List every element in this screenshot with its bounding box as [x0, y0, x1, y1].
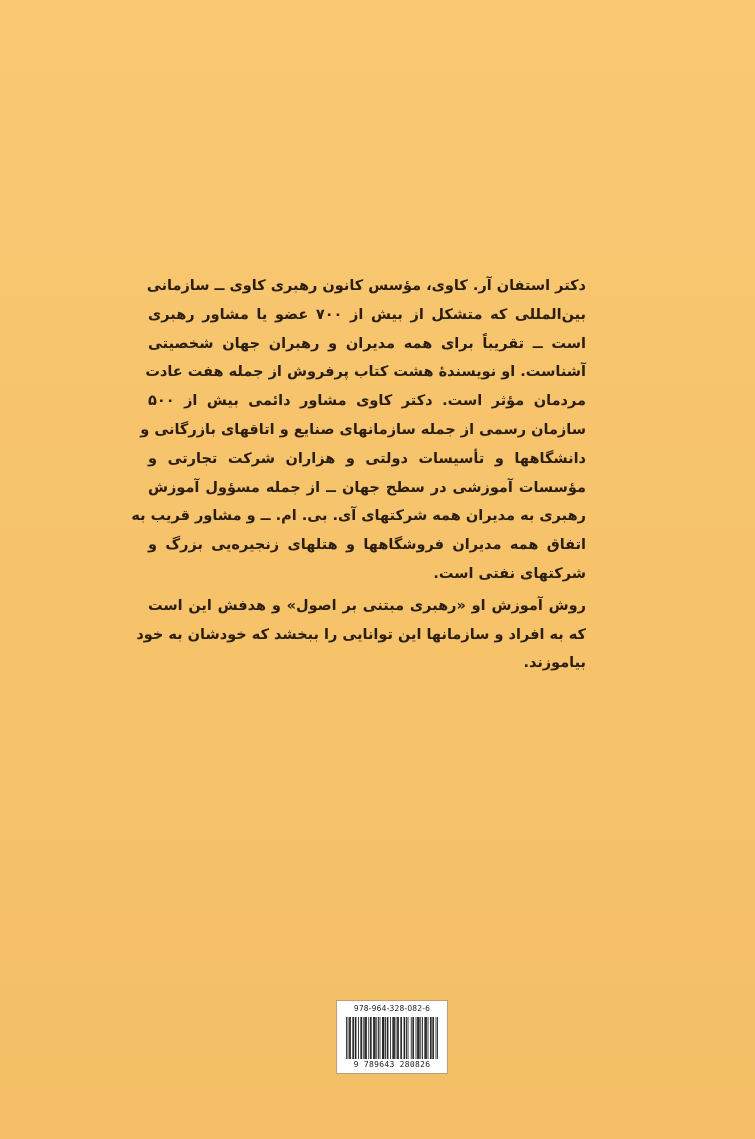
barcode-bar — [368, 1017, 369, 1059]
barcode-bar — [424, 1017, 425, 1059]
barcode-bar — [360, 1017, 361, 1059]
blurb-line: سازمان رسمی از جمله سازمانهای صنایع و اتاقهای بازرگانی و — [140, 421, 586, 438]
barcode-bar — [397, 1017, 398, 1059]
barcode-bar — [393, 1017, 394, 1059]
barcode-bar — [371, 1017, 372, 1059]
barcode-bar — [390, 1017, 391, 1059]
barcode-bar — [358, 1017, 359, 1059]
barcode-bar — [408, 1017, 409, 1059]
barcode-bar — [346, 1017, 347, 1059]
barcode-bar — [401, 1017, 402, 1059]
barcode-bar — [374, 1017, 375, 1059]
barcode-bar — [378, 1017, 379, 1059]
barcode-bar — [433, 1017, 434, 1059]
blurb-line: آشناست. او نویسندهٔ هشت کتاب پرفروش از جمله هفت عادت — [145, 364, 586, 381]
barcode-bar — [420, 1017, 421, 1059]
barcode-bar — [370, 1017, 371, 1059]
barcode-bar — [384, 1017, 385, 1059]
barcode-bar — [413, 1017, 414, 1059]
barcode-bar — [416, 1017, 417, 1059]
blurb-line: است ــ تقریباً برای همه مدیران و رهبران جهان شخصیتی — [148, 335, 586, 352]
barcode-bar — [400, 1017, 401, 1059]
barcode-bar — [373, 1017, 374, 1059]
barcode-bar — [349, 1017, 350, 1059]
barcode-bar — [432, 1017, 433, 1059]
barcode-bar — [431, 1017, 432, 1059]
barcode-bar — [355, 1017, 356, 1059]
barcode-bar — [418, 1017, 419, 1059]
barcode-bar — [394, 1017, 395, 1059]
barcode-bar — [406, 1017, 407, 1059]
barcode-bar — [425, 1017, 426, 1059]
barcode-bar — [383, 1017, 384, 1059]
barcode-bar — [437, 1017, 438, 1059]
blurb-line: رهبری به مدیران همه شرکتهای آی. بی. ام. ــ و مشاور قریب به — [131, 508, 586, 525]
blurb-line: که به افراد و سازمانها این توانایی را ببخشد که خودشان به خود — [136, 626, 586, 643]
blurb-line: اتفاق همه مدیران فروشگاهها و هتلهای زنجیره‌یی بزرگ و — [148, 537, 586, 554]
barcode-bar — [430, 1017, 431, 1059]
blurb-line: بین‌المللی که متشکل از بیش از ۷۰۰ عضو یا مشاور رهبری — [148, 306, 586, 323]
barcode-bar — [426, 1017, 427, 1059]
isbn-text-top: 978-964-328-082-6 — [353, 1004, 431, 1013]
barcode-bar — [361, 1017, 362, 1059]
barcode-bar — [352, 1017, 353, 1059]
barcode-bar — [392, 1017, 393, 1059]
barcode-bar — [353, 1017, 354, 1059]
barcode-bar — [380, 1017, 381, 1059]
barcode-bar — [411, 1017, 412, 1059]
barcode-bar — [364, 1017, 365, 1059]
barcode-bar — [404, 1017, 405, 1059]
barcode-bar — [396, 1017, 397, 1059]
barcode-bar — [398, 1017, 399, 1059]
barcode-bar — [404, 1017, 405, 1059]
author-blurb — [131, 272, 586, 678]
barcode-bar — [366, 1017, 367, 1059]
barcode-bar — [376, 1017, 377, 1059]
barcode-bar — [387, 1017, 388, 1059]
blurb-line: دانشگاهها و تأسیسات دولتی و هزاران شرکت تجارتی و — [148, 450, 586, 467]
barcode-bar — [365, 1017, 366, 1059]
barcode-bars — [346, 1017, 438, 1059]
barcode-bar — [417, 1017, 418, 1059]
blurb-line: مردمان مؤثر است. دکتر کاوی مشاور دائمی بیش از ۵۰۰ — [148, 393, 586, 410]
barcode-bar — [388, 1017, 389, 1059]
barcode-bar — [350, 1017, 351, 1059]
barcode-bar — [412, 1017, 413, 1059]
barcode-bar — [385, 1017, 386, 1059]
barcode-bar — [382, 1017, 383, 1059]
blurb-line: روش آموزش او «رهبری مبتنی بر اصول» و هدفش این است — [148, 597, 586, 614]
blurb-line: بیاموزند. — [523, 655, 586, 672]
blurb-line: مؤسسات آموزشی در سطح جهان ــ از جمله مسؤول آموزش — [148, 479, 586, 496]
barcode-bar — [375, 1017, 376, 1059]
isbn-text-bottom: 9 789643 280826 — [353, 1060, 431, 1069]
barcode-bar — [363, 1017, 364, 1059]
barcode-bar — [356, 1017, 357, 1059]
isbn-barcode — [336, 1000, 448, 1074]
barcode-bar — [419, 1017, 420, 1059]
barcode-bar — [428, 1017, 429, 1059]
blurb-line: شرکتهای نفتی است. — [433, 565, 586, 582]
blurb-line: دکتر استفان آر. کاوی، مؤسس کانون رهبری کاوی ــ سازمانی — [146, 278, 586, 294]
barcode-bar — [436, 1017, 437, 1059]
barcode-bar — [422, 1017, 423, 1059]
barcode-bar — [348, 1017, 349, 1059]
